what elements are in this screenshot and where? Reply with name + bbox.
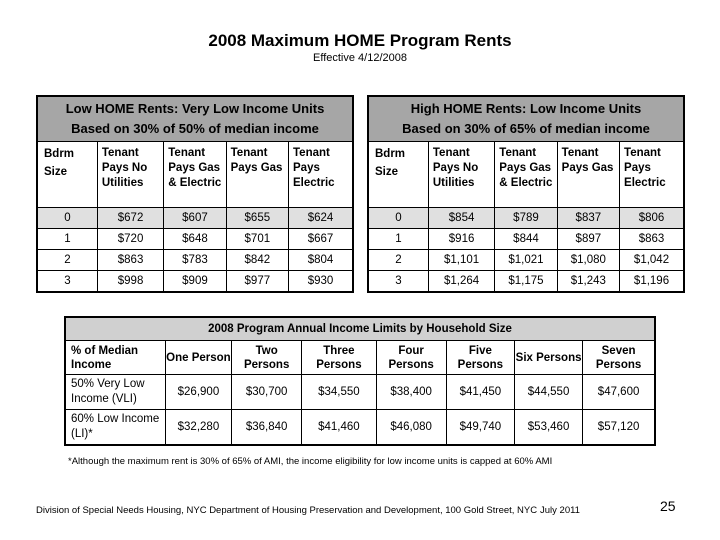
column-header: Tenant Pays No Utilities xyxy=(428,142,494,208)
column-header: Tenant Pays Gas & Electric xyxy=(164,142,226,208)
column-header: Six Persons xyxy=(514,341,582,375)
low-table-title-line2: Based on 30% of 50% of median income xyxy=(71,121,319,136)
table-cell: $53,460 xyxy=(514,410,582,446)
column-header: Tenant Pays No Utilities xyxy=(97,142,163,208)
table-cell: 50% Very Low Income (VLI) xyxy=(65,375,165,410)
table-cell: $844 xyxy=(495,229,557,250)
table-cell: $863 xyxy=(620,229,684,250)
table-cell: 60% Low Income (LI)* xyxy=(65,410,165,446)
table-cell: $804 xyxy=(289,250,353,271)
table-cell: 0 xyxy=(37,208,97,229)
table-cell: 3 xyxy=(37,271,97,293)
table-cell: $1,021 xyxy=(495,250,557,271)
high-table-title-line1: High HOME Rents: Low Income Units xyxy=(410,101,642,116)
table-cell: $624 xyxy=(289,208,353,229)
table-cell: $667 xyxy=(289,229,353,250)
table-cell: $783 xyxy=(164,250,226,271)
table-row xyxy=(368,229,684,250)
table-cell: $1,042 xyxy=(620,250,684,271)
footer-date: July 2011 xyxy=(540,505,580,516)
table-row xyxy=(368,271,684,293)
low-home-rents-table xyxy=(36,95,354,293)
column-header: One Person xyxy=(165,341,231,375)
table-cell: $57,120 xyxy=(583,410,655,446)
table-cell: 2 xyxy=(368,250,428,271)
table-row xyxy=(37,208,353,229)
column-header: Two Persons xyxy=(232,341,302,375)
table-cell: $897 xyxy=(557,229,619,250)
table-cell: $34,550 xyxy=(302,375,376,410)
table-cell: $998 xyxy=(97,271,163,293)
table-cell: 2 xyxy=(37,250,97,271)
column-header: Four Persons xyxy=(376,341,446,375)
table-row xyxy=(368,208,684,229)
high-table-title xyxy=(368,96,684,142)
column-header: Tenant Pays Gas & Electric xyxy=(495,142,557,208)
column-header: % of Median Income xyxy=(65,341,165,375)
table-row xyxy=(37,229,353,250)
income-limits-table xyxy=(64,316,656,446)
table-cell: $32,280 xyxy=(165,410,231,446)
table-cell: $977 xyxy=(226,271,288,293)
column-header: Tenant Pays Electric xyxy=(620,142,684,208)
low-table-title xyxy=(37,96,353,142)
table-cell: $672 xyxy=(97,208,163,229)
high-table-title-line2: Based on 30% of 65% of median income xyxy=(402,121,650,136)
table-row xyxy=(37,271,353,293)
high-home-rents-table xyxy=(367,95,685,293)
table-cell: $46,080 xyxy=(376,410,446,446)
table-cell: $648 xyxy=(164,229,226,250)
table-cell: $916 xyxy=(428,229,494,250)
table-cell: 3 xyxy=(368,271,428,293)
table-cell: $701 xyxy=(226,229,288,250)
column-header: Bdrm Size xyxy=(37,142,97,208)
table-cell: $607 xyxy=(164,208,226,229)
table-cell: $1,264 xyxy=(428,271,494,293)
page-title: 2008 Maximum HOME Program Rents xyxy=(208,31,512,50)
table-cell: $41,450 xyxy=(446,375,514,410)
table-cell: $1,196 xyxy=(620,271,684,293)
table-cell: $909 xyxy=(164,271,226,293)
table-cell: $854 xyxy=(428,208,494,229)
table-row xyxy=(65,410,655,446)
table-cell: $806 xyxy=(620,208,684,229)
table-cell: 0 xyxy=(368,208,428,229)
table-row xyxy=(37,250,353,271)
page-number: 25 xyxy=(660,498,676,514)
table-cell: $26,900 xyxy=(165,375,231,410)
column-header: Tenant Pays Gas xyxy=(557,142,619,208)
table-cell: $49,740 xyxy=(446,410,514,446)
table-cell: $837 xyxy=(557,208,619,229)
table-row xyxy=(65,375,655,410)
table-cell: $930 xyxy=(289,271,353,293)
column-header: Bdrm Size xyxy=(368,142,428,208)
table-cell: 1 xyxy=(37,229,97,250)
low-table-title-line1: Low HOME Rents: Very Low Income Units xyxy=(65,101,325,116)
page-subtitle: Effective 4/12/2008 xyxy=(313,52,407,64)
table-cell: $655 xyxy=(226,208,288,229)
table-cell: $30,700 xyxy=(232,375,302,410)
table-cell: $789 xyxy=(495,208,557,229)
table-cell: $1,101 xyxy=(428,250,494,271)
table-cell: $36,840 xyxy=(232,410,302,446)
table-cell: $842 xyxy=(226,250,288,271)
column-header: Tenant Pays Electric xyxy=(289,142,353,208)
table-cell: $1,243 xyxy=(557,271,619,293)
table-cell: $47,600 xyxy=(583,375,655,410)
table-cell: $44,550 xyxy=(514,375,582,410)
table-cell: 1 xyxy=(368,229,428,250)
table-row xyxy=(368,250,684,271)
table-cell: $41,460 xyxy=(302,410,376,446)
table-cell: $38,400 xyxy=(376,375,446,410)
table-cell: $1,080 xyxy=(557,250,619,271)
footer-text: Division of Special Needs Housing, NYC Department of Housing Preservation and Development, 100 Gold Street, NYC xyxy=(36,505,538,516)
income-table-title: 2008 Program Annual Income Limits by Household Size xyxy=(65,317,655,341)
column-header: Tenant Pays Gas xyxy=(226,142,288,208)
table-cell: $720 xyxy=(97,229,163,250)
table-cell: $1,175 xyxy=(495,271,557,293)
column-header: Seven Persons xyxy=(583,341,655,375)
column-header: Three Persons xyxy=(302,341,376,375)
footnote: *Although the maximum rent is 30% of 65% of AMI, the income eligibility for low income units is capped at 60% AMI xyxy=(68,456,553,467)
column-header: Five Persons xyxy=(446,341,514,375)
table-cell: $863 xyxy=(97,250,163,271)
